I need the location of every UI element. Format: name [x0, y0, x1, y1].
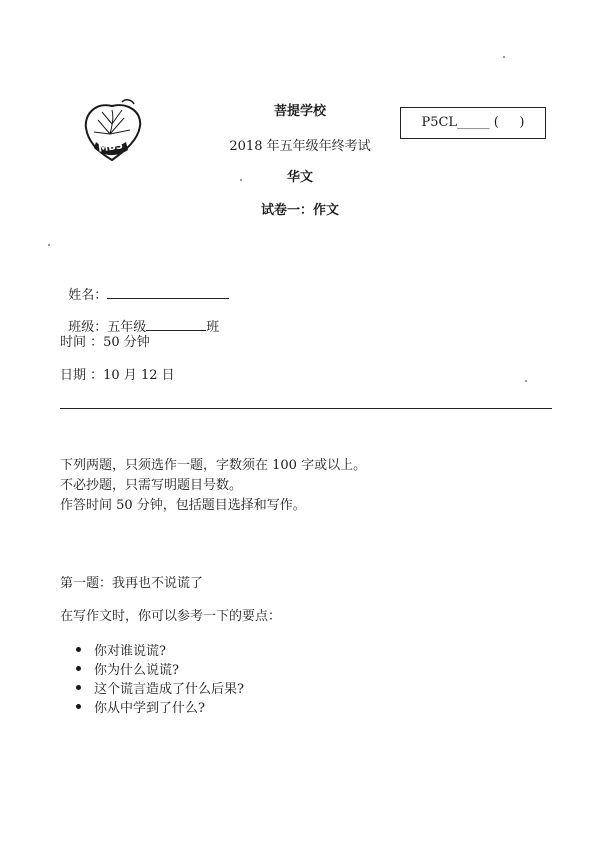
- scan-speck: [525, 380, 527, 382]
- class-row: [60, 302, 219, 336]
- list-item: 你为什么说谎?: [76, 663, 244, 682]
- subject-title: 华文: [286, 170, 313, 185]
- instruction-line: 下列两题，只须选作一题，字数须在 100 字或以上。: [60, 458, 367, 473]
- question-prompt: 在写作文时，你可以参考一下的要点：: [60, 609, 282, 624]
- bullet-icon: [76, 685, 81, 690]
- bullet-icon: [76, 647, 81, 652]
- class-suffix: 班: [206, 320, 220, 335]
- instruction-line: 不必抄题，只需写明题目号数。: [60, 478, 243, 493]
- question-points: [76, 644, 244, 720]
- svg-text:MBS: MBS: [97, 140, 124, 155]
- list-item: 你对谁说谎?: [76, 644, 244, 663]
- list-item: 这个谎言造成了什么后果?: [76, 682, 244, 701]
- divider: [60, 408, 552, 409]
- school-name: 菩提学校: [273, 104, 326, 119]
- name-label: 姓名：: [68, 288, 108, 303]
- list-item: 你从中学到了什么?: [76, 701, 244, 720]
- scan-speck: [48, 244, 50, 246]
- exam-title: 2018 年五年级年终考试: [229, 139, 371, 154]
- bullet-icon: [76, 666, 81, 671]
- bullet-icon: [76, 704, 81, 709]
- scan-speck: [240, 179, 242, 181]
- date-row: 日期 ：10 月 12 日: [60, 368, 175, 383]
- name-row: [60, 270, 229, 304]
- class-blank[interactable]: [146, 318, 206, 331]
- class-label: 班级：五年级: [68, 320, 147, 335]
- name-blank[interactable]: [107, 286, 229, 299]
- instruction-line: 作答时间 50 分钟，包括题目选择和写作。: [60, 498, 306, 513]
- class-code-box[interactable]: P5CL_____ ( ): [400, 107, 546, 139]
- time-row: 时间 ：50 分钟: [60, 335, 150, 350]
- scan-speck: [503, 56, 505, 58]
- question-title: 第一题：我再也不说谎了: [60, 576, 204, 591]
- paper-title: 试卷一：作文: [260, 203, 339, 218]
